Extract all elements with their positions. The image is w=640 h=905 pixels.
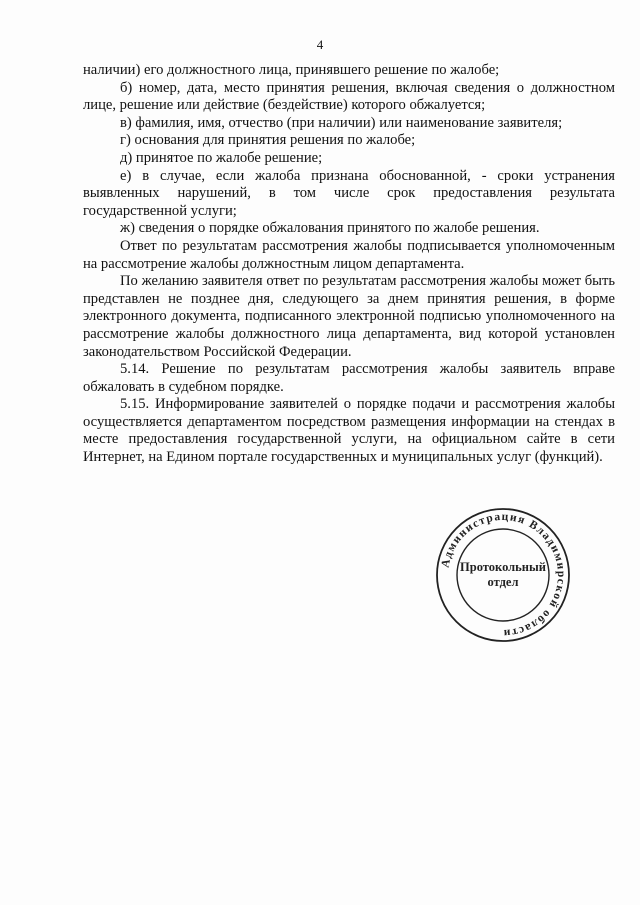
paragraph: е) в случае, если жалоба признана обоснованной, - сроки устранения выявленных нарушений, в том числе срок предоставления результата государственной услуги;	[83, 167, 615, 219]
paragraph: г) основания для принятия решения по жалобе;	[120, 132, 416, 149]
stamp-seal-icon	[432, 505, 574, 645]
paragraph: 5.15. Информирование заявителей о порядке подачи и рассмотрения жалобы осуществляется департаментом посредством размещения информации на стендах в месте предоставления государственной услуги, на официальном сайте в сети Интернет, на Едином портале государственных и муниципальных услуг (функций).	[83, 396, 615, 466]
paragraph: д) принятое по жалобе решение;	[120, 149, 323, 166]
stamp-center-line2: отдел	[487, 575, 519, 589]
page-number: 4	[316, 37, 324, 52]
document-body	[83, 62, 615, 467]
stamp-center-line1: Протокольный	[460, 560, 546, 574]
paragraph: ж) сведения о порядке обжалования принятого по жалобе решения.	[120, 220, 540, 237]
stamp-ring-text: Администрация Владимирской области	[439, 510, 568, 640]
paragraph: По желанию заявителя ответ по результатам рассмотрения жалобы может быть представлен не позднее дня, следующего за днем принятия решения, в форме электронного документа, подписанного электронной подписью уполномоченного на рассмотрение жалобы должностного лица департамента, вид которой установлен законодательством Российской Федерации.	[83, 273, 615, 360]
paragraph: Ответ по результатам рассмотрения жалобы подписывается уполномоченным на рассмотрение жалобы должностным лицом департамента.	[83, 237, 615, 272]
paragraph: наличии) его должностного лица, принявшего решение по жалобе;	[83, 62, 500, 78]
paragraph: б) номер, дата, место принятия решения, включая сведения о должностном лице, решение или действие (бездействие) которого обжалуется;	[83, 79, 615, 114]
official-stamp	[432, 505, 574, 645]
paragraph: 5.14. Решение по результатам рассмотрения жалобы заявитель вправе обжаловать в судебном порядке.	[83, 361, 615, 395]
paragraph: в) фамилия, имя, отчество (при наличии) или наименование заявителя;	[120, 114, 563, 131]
